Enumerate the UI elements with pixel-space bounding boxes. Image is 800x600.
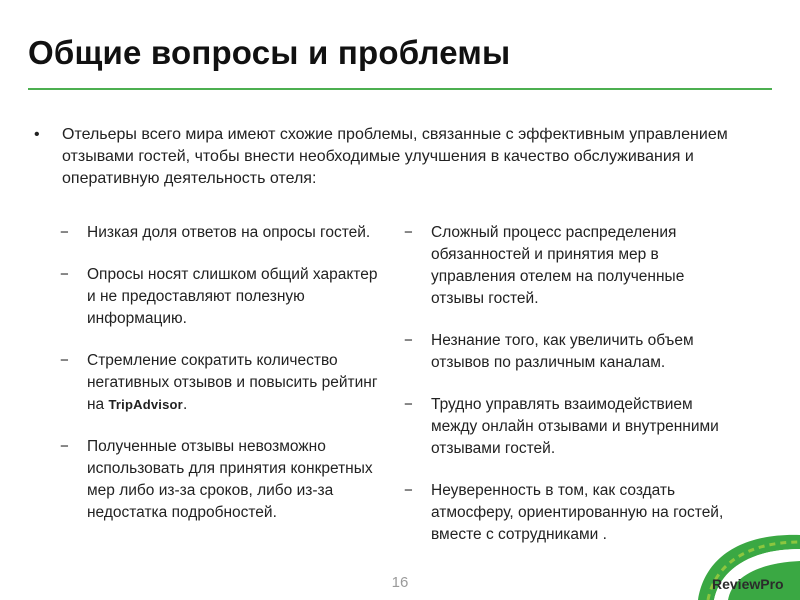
- dash-bullet-icon: −: [60, 352, 69, 369]
- list-item-suffix: .: [182, 396, 188, 413]
- dash-bullet-icon: −: [404, 396, 413, 413]
- page-title: Общие вопросы и проблемы: [28, 34, 511, 71]
- dash-bullet-icon: −: [60, 266, 69, 283]
- list-item-text: Полученные отзывы невозможно использовать для принятия конкретных мер либо из-за сроков, либо из-за недостатка подробностей.: [87, 438, 373, 521]
- intro-paragraph: [34, 124, 754, 190]
- list-item: [60, 222, 380, 244]
- intro-text: Отельеры всего мира имеют схожие проблемы, связанные с эффективным управлением отзывами гостей, чтобы внести необходимые улучшения в качество обслуживания и оперативную деятельность отеля:: [62, 126, 728, 187]
- list-item: [404, 394, 734, 460]
- list-item-text: Опросы носят слишком общий характер и не предоставляют полезную информацию.: [87, 266, 378, 327]
- logo-text: ReviewPro: [712, 576, 784, 592]
- bullet-icon: •: [34, 126, 40, 143]
- title-divider: [28, 88, 772, 90]
- list-item-text: Незнание того, как увеличить объем отзывов по различным каналам.: [431, 332, 694, 371]
- list-item: [60, 350, 380, 416]
- dash-bullet-icon: −: [404, 482, 413, 499]
- list-item-text: Сложный процесс распределения обязанностей и принятия мер в управления отелем на полученные отзывы гостей.: [431, 224, 685, 307]
- list-item-text-part: Стремление сократить количество негативных отзывов и повысить рейтинг на: [87, 352, 378, 413]
- list-item-text: Трудно управлять взаимодействием между онлайн отзывами и внутренними отзывами гостей.: [431, 396, 719, 457]
- list-item: [60, 264, 380, 330]
- list-item-text: Низкая доля ответов на опросы гостей.: [87, 224, 371, 241]
- list-item: [404, 330, 734, 374]
- right-issues-column: [404, 222, 734, 566]
- page-number: 16: [391, 574, 409, 591]
- list-item: [404, 222, 734, 310]
- dash-bullet-icon: −: [60, 438, 69, 455]
- dash-bullet-icon: −: [404, 224, 413, 241]
- tripadvisor-brand-text: TripAdvisor: [108, 397, 183, 412]
- dash-bullet-icon: −: [404, 332, 413, 349]
- list-item: [404, 480, 734, 546]
- list-item: [60, 436, 380, 524]
- dash-bullet-icon: −: [60, 224, 69, 241]
- list-item-text: Неуверенность в том, как создать атмосферу, ориентированную на гостей, вместе с сотрудниками .: [431, 482, 724, 543]
- list-item-text: [87, 350, 380, 416]
- left-issues-column: [60, 222, 380, 544]
